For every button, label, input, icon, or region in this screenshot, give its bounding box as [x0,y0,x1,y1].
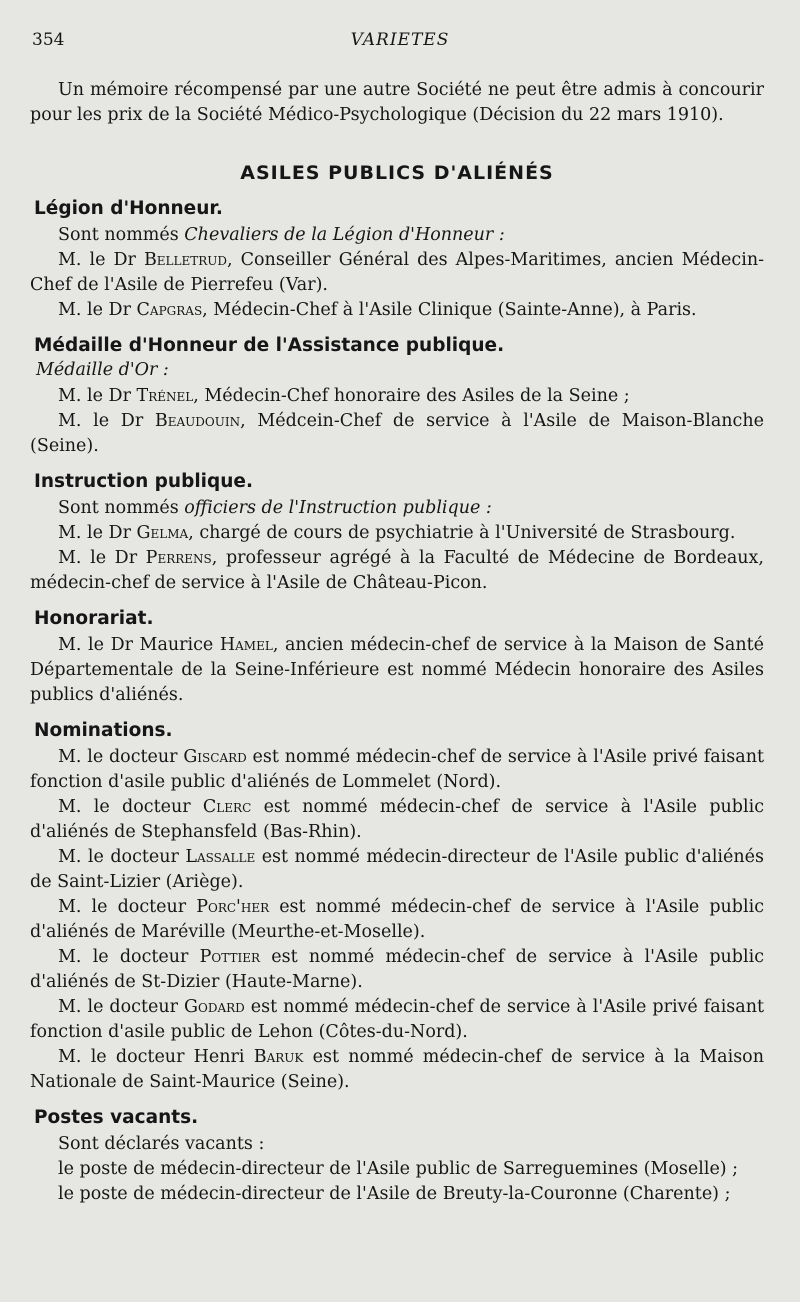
heading-honorariat: Honorariat. [34,608,154,629]
entry-prefix: M. le Dr [58,411,155,431]
running-title: VARIETES [350,30,450,50]
page-header [28,30,772,54]
heading-postes: Postes vacants. [34,1107,199,1128]
entry-prefix: M. le Dr [58,548,146,568]
person-name: Trénel [136,386,194,406]
nominations-list [30,745,764,1095]
instruction-intro-italic: officiers de l'Instruction publique : [184,498,492,518]
entry-text: , Médecin-Chef à l'Asile Clinique (Sainte-Anne), à Paris. [202,300,697,320]
entry-prefix: M. le docteur [58,947,200,967]
entry-text: est nommé médecin-chef de service à l'Asile public d'aliénés de Stephansfeld (Bas-Rhin). [30,797,764,842]
heading-legion: Légion d'Honneur. [34,198,223,219]
instruction-entry [30,546,764,596]
medaille-entry [30,409,764,459]
entry-prefix: M. le docteur [58,997,184,1017]
entry-prefix: M. le docteur [58,847,186,867]
instruction-intro-text: Sont nommés [58,498,185,518]
heading-nominations: Nominations. [34,720,173,741]
honorariat-entry [30,633,764,708]
legion-intro-italic: Chevaliers de la Légion d'Honneur : [184,225,505,245]
entry-text: , professeur agrégé à la Faculté de Médecine de Bordeaux, médecin-chef de service à l'Asile de Château-Picon. [30,548,764,593]
medaille-subheading: Médaille d'Or : [36,360,169,380]
entry-prefix: M. le Dr [58,523,137,543]
person-name: Pottier [199,947,261,967]
entry-text: est nommé médecin-chef de service à l'Asile privé faisant fonction d'asile public d'aliénés de Lommelet (Nord). [30,747,765,792]
entry-text: est nommé médecin-chef de service à l'Asile public d'aliénés de Maréville (Meurthe-et-Moselle). [30,897,764,942]
person-name: Godard [184,997,245,1017]
person-name: Lassalle [185,847,256,867]
nomination-item [30,945,764,995]
medaille-entry [30,384,764,409]
entry-text: , Conseiller Général des Alpes-Maritimes, ancien Médecin-Chef de l'Asile de Pierrefeu (Var). [30,250,764,295]
nomination-item [30,795,764,845]
intro-paragraph: Un mémoire récompensé par une autre Société ne peut être admis à concourir pour les prix de la Société Médico-Psychologique (Décision du 22 mars 1910). [30,80,764,125]
nomination-item [30,895,764,945]
legion-entry [30,298,764,323]
nomination-item [30,845,764,895]
postes-item: le poste de médecin-directeur de l'Asile public de Sarreguemines (Moselle) ; [58,1159,739,1179]
person-name: Giscard [183,747,247,767]
entry-prefix: M. le Dr [58,300,137,320]
person-name: Perrens [145,548,212,568]
entry-prefix: M. le docteur [58,797,203,817]
entry-text: est nommé médecin-chef de service à la Maison Nationale de Saint-Maurice (Seine). [30,1047,764,1092]
entry-prefix: M. le docteur [58,747,184,767]
instruction-entry [30,521,764,546]
heading-instruction: Instruction publique. [34,471,254,492]
entry-prefix: M. le Dr [58,386,137,406]
postes-item: le poste de médecin-directeur de l'Asile de Breuty-la-Couronne (Charente) ; [58,1184,731,1204]
nomination-item [30,995,764,1045]
person-name: Baruk [253,1047,304,1067]
heading-medaille: Médaille d'Honneur de l'Assistance publique. [34,335,505,356]
entry-prefix: M. le docteur Henri [58,1047,254,1067]
entry-text: est nommé médecin-chef de service à l'Asile public d'aliénés de St-Dizier (Haute-Marne). [30,947,765,992]
section-title: ASILES PUBLICS D'ALIÉNÉS [240,162,554,184]
entry-text: , Médcein-Chef de service à l'Asile de Maison-Blanche (Seine). [30,411,764,456]
person-name: Capgras [136,300,203,320]
person-name: Belletrud [143,250,228,270]
legion-entry [30,248,764,298]
postes-intro: Sont déclarés vacants : [58,1134,265,1154]
entry-text: , Médecin-Chef honoraire des Asiles de la Seine ; [193,386,630,406]
entry-text: , ancien médecin-chef de service à la Maison de Santé Départementale de la Seine-Inférieure est nommé Médecin honoraire des Asiles publics d'aliénés. [30,635,764,705]
nomination-item [30,745,764,795]
entry-text: est nommé médecin-chef de service à l'Asile privé faisant fonction d'asile public de Lehon (Côtes-du-Nord). [30,997,765,1042]
legion-intro [30,223,764,248]
entry-prefix: M. le Dr [58,250,144,270]
page-number: 354 [32,30,65,50]
person-name: Beaudouin [154,411,241,431]
person-name: Clerc [202,797,252,817]
entry-prefix: M. le Dr Maurice [58,635,220,655]
entry-text: , chargé de cours de psychiatrie à l'Université de Strasbourg. [188,523,736,543]
nomination-item [30,1045,764,1095]
person-name: Porc'her [196,897,270,917]
entry-text: est nommé médecin-directeur de l'Asile public d'aliénés de Saint-Lizier (Ariège). [30,847,764,892]
legion-intro-text: Sont nommés [58,225,185,245]
instruction-intro [30,496,764,521]
person-name: Hamel [219,635,273,655]
entry-prefix: M. le docteur [58,897,197,917]
person-name: Gelma [136,523,189,543]
page-content [30,78,764,1207]
